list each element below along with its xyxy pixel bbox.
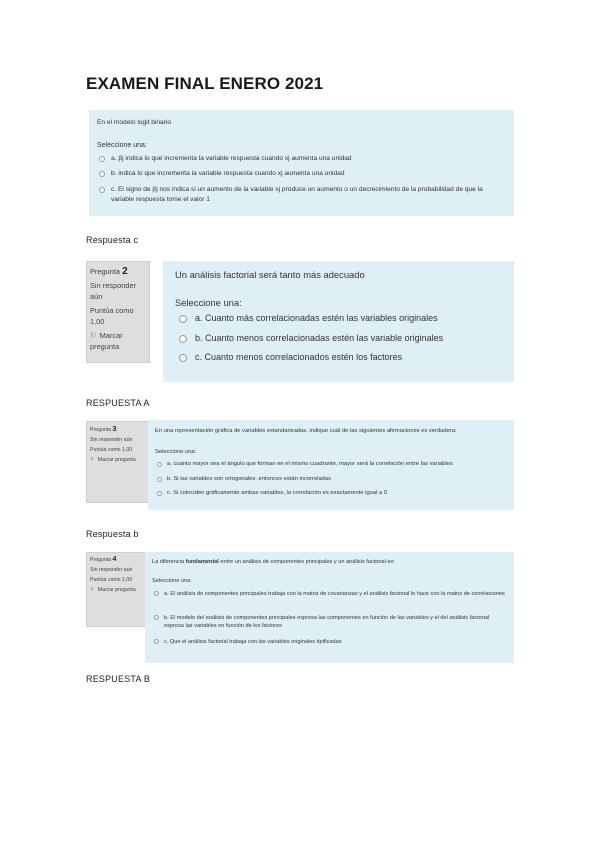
answer-3: Respuesta b [86,529,139,539]
answer-4: RESPUESTA B [86,674,151,684]
flag-label: Marcar pregunta [97,587,136,593]
radio-button-icon[interactable] [99,187,105,193]
question-3-select-label: Seleccione una: [155,449,197,455]
question-4-text-before: La diferencia [152,559,186,565]
option-label: c. Cuanto menos correlacionados estén los factores [195,352,403,362]
option-label: b. indica lo que incrementa la variable respuesta cuando xj aumenta una unidad [111,170,345,177]
question-label: Pregunta [90,557,112,563]
question-number: 3 [112,426,117,433]
question-score: Puntúa como 1,00 [90,577,133,583]
option-label: c. Que el análisis factorial trabaja con las variables originales tipificadas [164,639,342,645]
question-2-info [86,261,150,363]
option-label: a. cuanto mayor sea el ángulo que forman en el mismo cuadrante, mayor será la correlación entre las variables [167,461,453,467]
page-title: EXAMEN FINAL ENERO 2021 [86,74,324,93]
flag-question-link[interactable] [90,456,145,464]
option-label: b. Si las variables son ortogonales, entonces están incorreladas [167,476,332,482]
radio-button-icon[interactable] [154,615,159,620]
question-1-select-label: Seleccione una: [97,142,147,149]
question-2-select-label: Seleccione una: [175,297,242,308]
option-label: b. Cuanto menos correlacionadas estén las variable originales [195,333,444,343]
radio-button-icon[interactable] [179,315,187,323]
question-3-option-b[interactable] [157,476,507,482]
question-status: Sin responder aún [90,281,137,301]
question-4-box [145,552,514,663]
question-1-text: En el modelo logit binario [97,119,172,126]
question-4-info [86,552,148,627]
flag-icon: ⚐ [90,457,95,463]
radio-button-icon[interactable] [99,171,105,177]
option-label: a. Cuanto más correlacionadas estén las variables originales [195,313,438,323]
question-3-info [86,421,149,503]
question-4-option-b[interactable] [154,614,506,630]
question-4-text-after: entre un análisis de componentes principales y un análisis factorial es: [218,559,395,565]
radio-button-icon[interactable] [179,335,187,343]
question-status: Sin responder aún [90,437,133,443]
question-4-select-label: Seleccione una: [152,578,192,584]
question-1-option-c[interactable] [99,185,504,205]
question-1-option-a[interactable] [99,154,504,164]
answer-1: Respuesta c [86,235,139,245]
question-3-box [148,420,514,510]
question-3-option-a[interactable] [157,461,507,467]
question-1-option-b[interactable] [99,169,504,179]
question-3-text: En una representación gráfica de variables estandarizadas, indique cuál de las siguientes afirmaciones es verdadera: [155,428,457,434]
question-number-line [90,556,144,564]
question-number: 2 [122,266,128,277]
flag-label: Marcar pregunta [97,457,136,463]
flag-question-link[interactable] [90,330,146,352]
flag-question-link[interactable] [90,586,144,594]
question-number-line [90,266,146,277]
question-2-option-c[interactable] [179,352,509,362]
question-4-option-a[interactable] [154,590,506,598]
question-2-box [163,261,514,382]
question-2-text: Un análisis factorial será tanto más adecuado [175,269,365,280]
option-label: b. El modelo del análisis de componentes principales expresa las componentes en función de las variables y el del análisis factorial expresa las variables en función de los factores [164,615,490,629]
radio-button-icon[interactable] [99,156,105,162]
option-label: c. Si coinciden gráficamente ambas variables, la correlación es exactamente igual a 0 [167,490,388,496]
question-3-option-c[interactable] [157,490,507,496]
question-label: Pregunta [90,267,120,276]
question-4-option-c[interactable] [154,638,506,646]
radio-button-icon[interactable] [157,462,162,467]
radio-button-icon[interactable] [154,639,159,644]
question-4-text-bold: fundamental [185,559,219,565]
option-label: c. El signo de βj nos indica si un aumento de la variable xj produce un aumento o un decrecimiento de la probabilidad de que la variable respuesta tome el valor 1 [111,186,483,203]
question-1-box [89,110,514,216]
question-number: 4 [112,556,117,563]
question-score: Puntúa como 1,00 [90,306,134,326]
option-label: a. El análisis de componentes principales trabaja con la matriz de covarianzas y el análisis factorial lo hace con la matriz de correlaciones [164,591,505,597]
question-score: Puntúa como 1,00 [90,447,133,453]
flag-label: Marcar pregunta [90,331,123,351]
question-4-text [152,559,395,565]
radio-button-icon[interactable] [157,477,162,482]
question-label: Pregunta [90,427,112,433]
question-2-option-a[interactable] [179,313,509,323]
question-number-line [90,426,145,434]
radio-button-icon[interactable] [157,491,162,496]
question-2-option-b[interactable] [179,333,509,343]
answer-2: RESPUESTA A [86,398,150,408]
flag-icon: ⚐ [90,587,95,593]
option-label: a. βj indica lo que incrementa la variable respuesta cuando xj aumenta una unidad [111,155,352,162]
radio-button-icon[interactable] [154,591,159,596]
radio-button-icon[interactable] [179,354,187,362]
question-status: Sin responder aún [90,567,133,573]
flag-icon: ⚐ [90,331,97,340]
